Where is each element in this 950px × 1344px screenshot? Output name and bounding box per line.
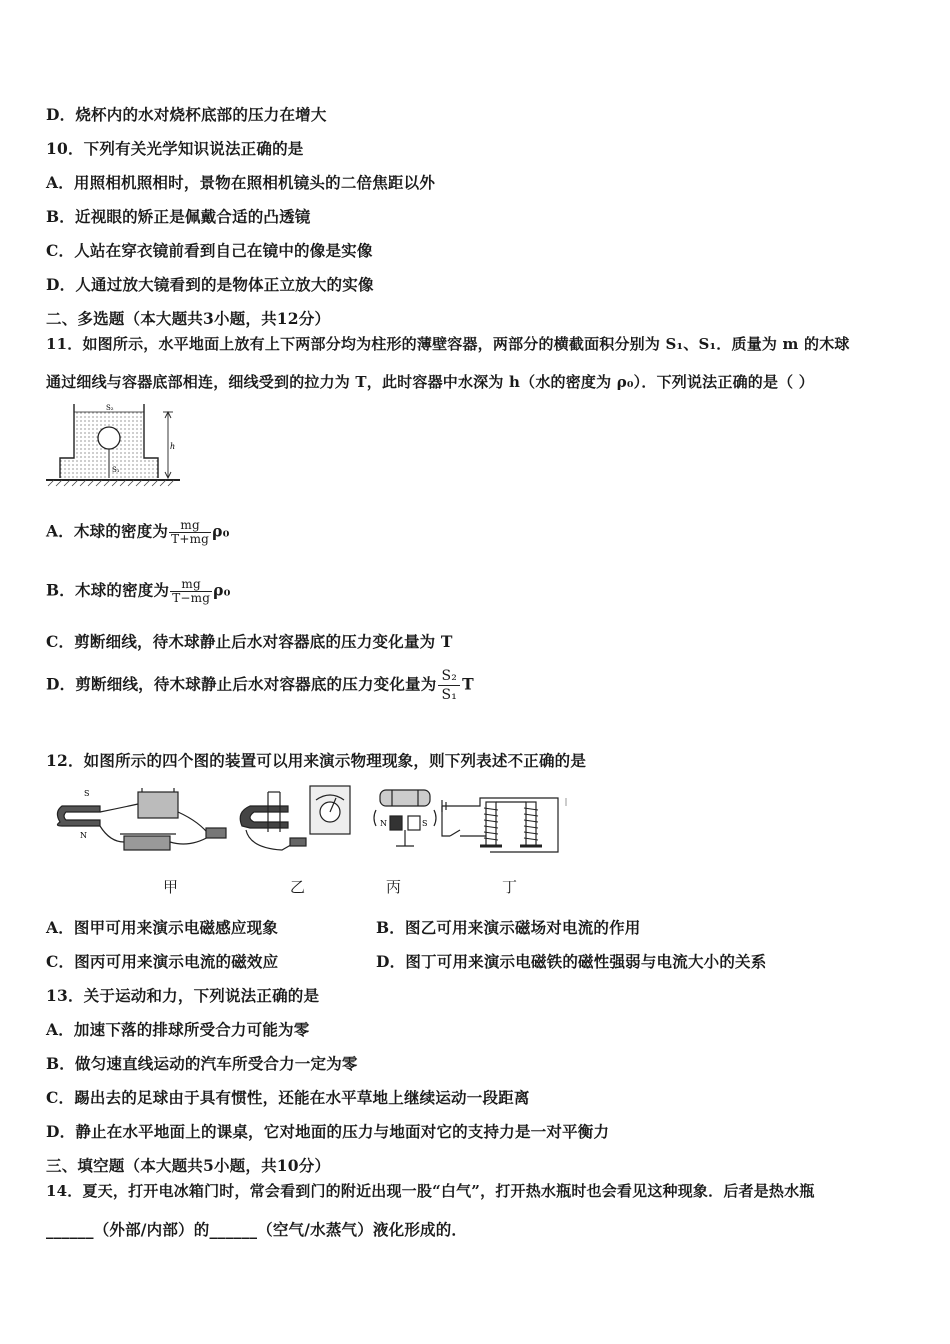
q11-option-d-suffix: T <box>462 674 474 694</box>
q14-stem-line2: ______（外部/内部）的______（空气/水蒸气）液化形成的． <box>46 1220 468 1239</box>
fraction-numerator: mg <box>180 518 200 532</box>
q11-stem-line2: 通过细线与容器底部相连，细线受到的拉力为 T，此时容器中水深为 h（水的密度为 ρ₀）．下列说法正确的是（ ） <box>46 373 815 391</box>
q11-option-d-fraction <box>438 667 460 704</box>
q13-option-c: C．踢出去的足球由于具有惯性，还能在水平草地上继续运动一段距离 <box>46 1088 530 1107</box>
q11-stem-line1: 11．如图所示，水平地面上放有上下两部分均为柱形的薄壁容器，两部分的横截面积分别为 S₁、S₁．质量为 m 的木球 <box>46 335 850 353</box>
q11-option-c: C．剪断细线，待木球静止后水对容器底的压力变化量为 T <box>46 632 453 651</box>
section2-title: 二、多选题（本大题共3小题，共12分） <box>46 309 331 328</box>
q13-option-d: D．静止在水平地面上的课桌，它对地面的压力与地面对它的支持力是一对平衡力 <box>46 1122 610 1141</box>
section3-title: 三、填空题（本大题共5小题，共10分） <box>46 1156 331 1175</box>
q12-fig-label-yi: 乙 <box>290 878 306 896</box>
fraction-denominator: T−mg <box>172 591 211 605</box>
q10-stem: 10．下列有关光学知识说法正确的是 <box>46 139 304 158</box>
q12-fig-jia-n-label: N <box>80 831 87 840</box>
fraction-denominator: S₁ <box>438 685 460 704</box>
q11-option-b <box>46 578 231 605</box>
q10-option-a: A．用照相机照相时，景物在照相机镜头的二倍焦距以外 <box>46 173 436 192</box>
q9-option-d: D．烧杯内的水对烧杯底部的压力在增大 <box>46 105 327 124</box>
q10-option-c: C．人站在穿衣镜前看到自己在镜中的像是实像 <box>46 241 373 260</box>
q10-option-d: D．人通过放大镜看到的是物体正立放大的实像 <box>46 275 374 294</box>
q11-option-d-prefix: D．剪断细线，待木球静止后水对容器底的压力变化量为 <box>46 674 437 694</box>
q12-fig-bing-n-label: N <box>380 819 387 828</box>
q14-stem-line1: 14．夏天，打开电冰箱门时，常会看到门的附近出现一股“白气”，打开热水瓶时也会看见这种现象．后者是热水瓶 <box>46 1182 815 1200</box>
q12-fig-bing-s-label: S <box>422 819 428 828</box>
q12-fig-label-jia: 甲 <box>163 878 179 896</box>
q12-option-d: D．图丁可用来演示电磁铁的磁性强弱与电流大小的关系 <box>376 952 767 971</box>
q11-container-figure <box>44 400 184 492</box>
q12-stem: 12．如图所示的四个图的装置可以用来演示物理现象，则下列表述不正确的是 <box>46 751 587 770</box>
q11-s1-label: S₁ <box>112 466 120 474</box>
q13-option-a: A．加速下落的排球所受合力可能为零 <box>46 1020 310 1039</box>
fraction-numerator: mg <box>181 577 201 591</box>
q12-fig-label-ding: 丁 <box>502 878 518 896</box>
q10-option-b: B．近视眼的矫正是佩戴合适的凸透镜 <box>46 207 311 226</box>
q12-fig-label-bing: 丙 <box>386 878 402 896</box>
q12-option-a: A．图甲可用来演示电磁感应现象 <box>46 918 279 937</box>
fraction-numerator: S₂ <box>441 668 458 684</box>
q11-option-b-prefix: B．木球的密度为 <box>46 580 170 600</box>
q12-option-b: B．图乙可用来演示磁场对电流的作用 <box>376 918 641 937</box>
q11-option-a-suffix: ρ₀ <box>212 521 230 541</box>
q11-option-a-fraction <box>169 519 211 546</box>
q13-stem: 13．关于运动和力，下列说法正确的是 <box>46 986 320 1005</box>
q12-option-c: C．图丙可用来演示电流的磁效应 <box>46 952 279 971</box>
q13-option-b: B．做匀速直线运动的汽车所受合力一定为零 <box>46 1054 358 1073</box>
fraction-denominator: T+mg <box>171 532 210 546</box>
q12-apparatus-figure <box>50 782 580 864</box>
q11-option-a <box>46 519 230 546</box>
q11-s2-label: S₂ <box>106 404 114 412</box>
q11-h-label: h <box>170 442 176 451</box>
q11-option-b-fraction <box>170 578 212 605</box>
q11-option-d <box>46 667 474 704</box>
q11-option-b-suffix: ρ₀ <box>213 580 231 600</box>
q12-fig-jia-s-label: S <box>84 789 90 798</box>
q11-option-a-prefix: A．木球的密度为 <box>46 521 169 541</box>
